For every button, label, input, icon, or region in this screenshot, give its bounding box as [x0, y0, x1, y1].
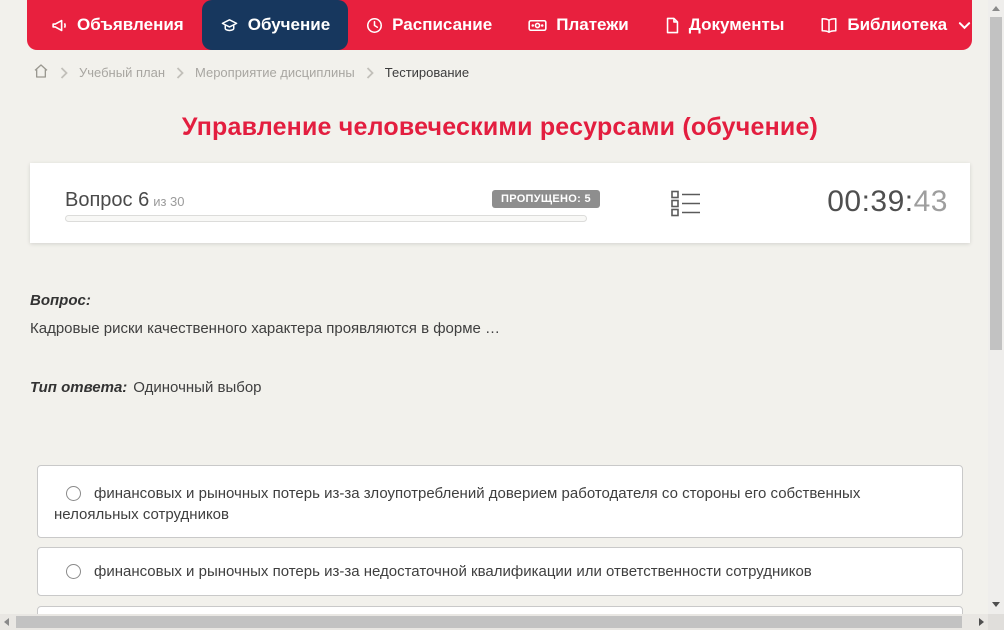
chevron-right-icon — [60, 67, 68, 79]
answer-options — [37, 465, 963, 630]
nav-item-announcements[interactable] — [33, 0, 202, 50]
radio-button[interactable] — [66, 564, 81, 579]
nav-item-learning[interactable] — [202, 0, 348, 50]
question-label: Вопрос: — [30, 292, 91, 309]
nav-item-label: Объявления — [77, 15, 184, 34]
home-icon[interactable] — [33, 63, 49, 82]
megaphone-icon — [51, 17, 68, 34]
breadcrumb-item-discipline-event[interactable]: Мероприятие дисциплины — [195, 65, 355, 80]
scroll-up-arrow-icon[interactable] — [992, 6, 1000, 11]
graduation-cap-icon — [220, 17, 239, 34]
horizontal-scrollbar-thumb[interactable] — [16, 616, 962, 628]
chevron-right-icon — [366, 67, 374, 79]
answer-type-label: Тип ответа: — [30, 379, 128, 396]
scroll-down-arrow-icon[interactable] — [992, 602, 1000, 607]
nav-item-label: Расписание — [392, 15, 493, 34]
question-text: Кадровые риски качественного характера проявляются в форме … — [30, 320, 501, 337]
book-icon — [820, 17, 838, 34]
vertical-scrollbar-thumb[interactable] — [990, 17, 1002, 350]
breadcrumb-item-study-plan[interactable]: Учебный план — [79, 65, 165, 80]
answer-type-value: Одиночный выбор — [133, 379, 262, 396]
nav-item-label: Обучение — [247, 15, 331, 34]
answer-option-text: финансовых и рыночных потерь из-за злоупотреблений доверием работодателя со стороны его собственных нелояльных сотрудников — [54, 485, 861, 523]
nav-item-label: Документы — [688, 15, 785, 34]
chevron-right-icon — [176, 67, 184, 79]
question-total-label: из 30 — [153, 194, 185, 209]
nav-item-schedule[interactable] — [348, 0, 510, 50]
scroll-right-arrow-icon[interactable] — [979, 618, 984, 626]
answer-option-2[interactable] — [37, 547, 963, 596]
scroll-left-arrow-icon[interactable] — [4, 618, 9, 626]
page-title: Управление человеческими ресурсами (обучение) — [181, 113, 819, 141]
progress-bar — [65, 215, 587, 222]
banknote-icon — [528, 17, 547, 34]
timer-seconds: 43 — [913, 185, 948, 218]
breadcrumb — [33, 63, 469, 82]
question-number — [65, 189, 185, 212]
answer-option-1[interactable] — [37, 465, 963, 538]
nav-item-label: Библиотека — [847, 15, 948, 34]
radio-button[interactable] — [66, 486, 81, 501]
answer-option-text: финансовых и рыночных потерь из-за недостаточной квалификации или ответственности сотрудников — [94, 563, 812, 580]
top-navbar — [27, 0, 972, 50]
breadcrumb-item-testing: Тестирование — [384, 65, 470, 80]
document-icon — [665, 17, 680, 34]
nav-item-library[interactable] — [802, 0, 989, 50]
horizontal-scrollbar[interactable] — [0, 614, 988, 630]
question-list-icon[interactable] — [671, 190, 701, 223]
skipped-badge: ПРОПУЩЕНО: 5 — [492, 190, 600, 208]
nav-item-payments[interactable] — [510, 0, 647, 50]
scrollbar-corner — [988, 614, 1004, 630]
timer-hours-minutes: 00:39: — [827, 185, 914, 218]
nav-item-label: Платежи — [556, 15, 629, 34]
vertical-scrollbar[interactable] — [988, 0, 1004, 614]
question-panel — [30, 163, 970, 243]
question-number-label: Вопрос 6 — [65, 189, 150, 211]
timer — [827, 185, 948, 219]
nav-item-documents[interactable] — [647, 0, 803, 50]
clock-icon — [366, 17, 383, 34]
answer-type-row — [30, 379, 262, 396]
chevron-down-icon — [958, 21, 971, 30]
